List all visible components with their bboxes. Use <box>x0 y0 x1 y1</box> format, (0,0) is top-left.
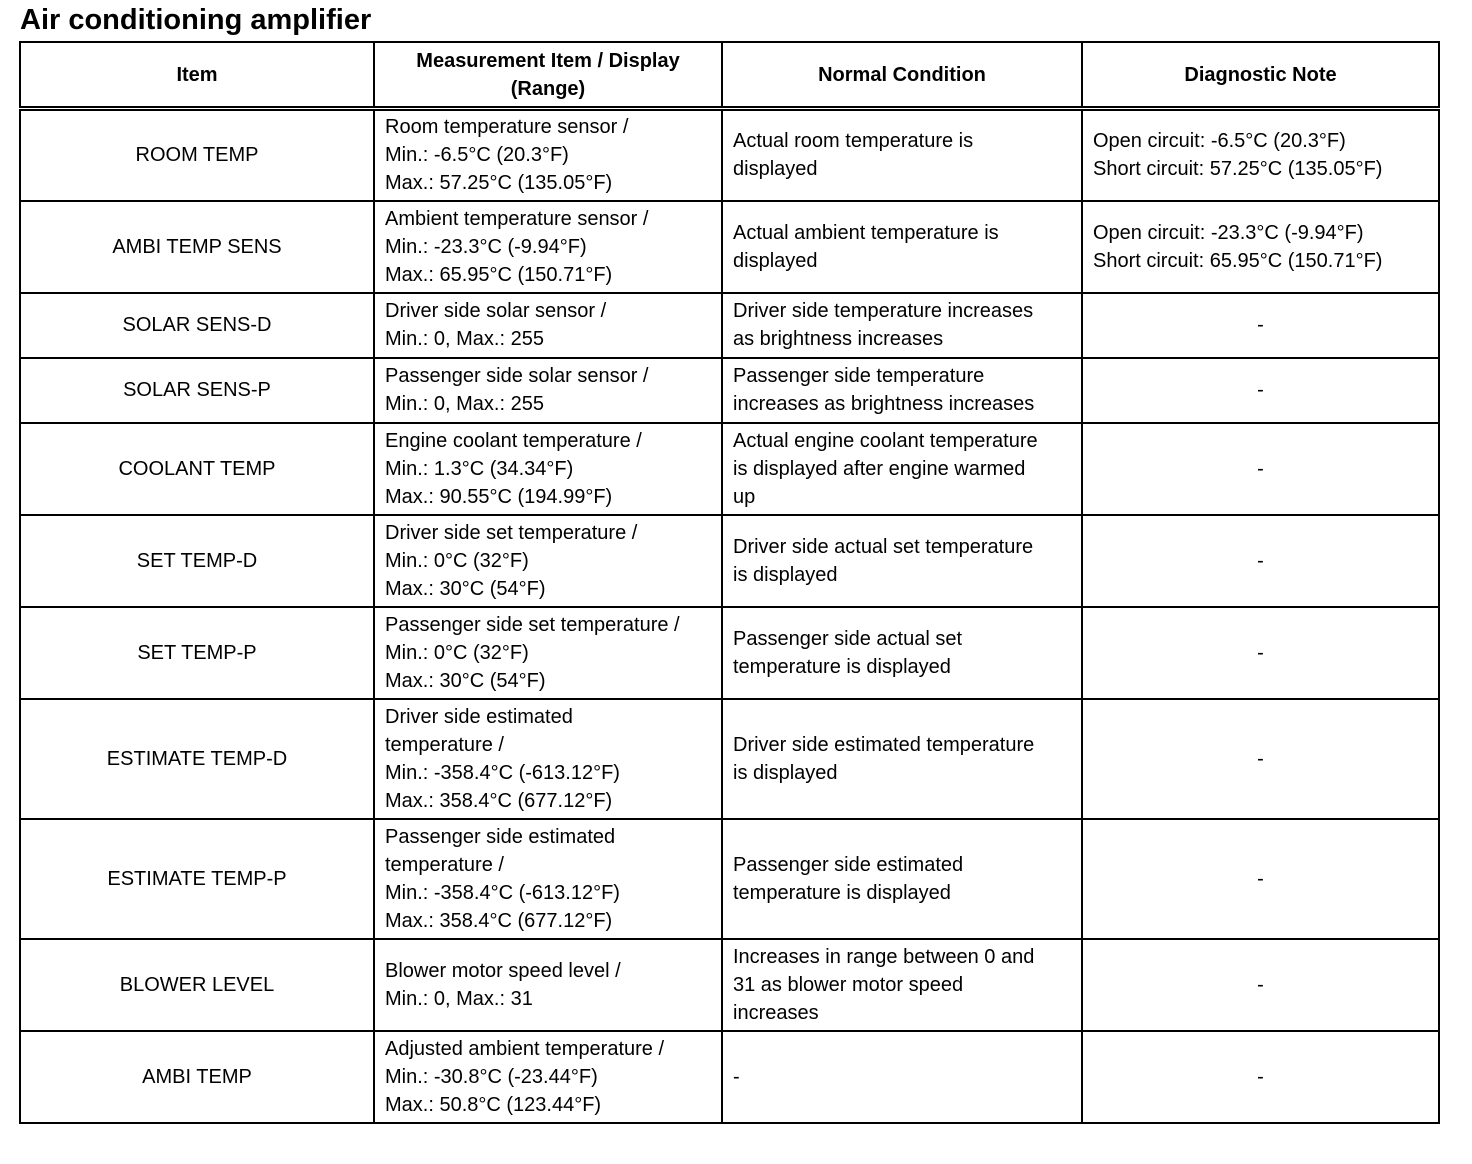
normal-condition-cell <box>722 1031 1082 1123</box>
table-row <box>20 607 1439 699</box>
diagnostic-note-cell-line: - <box>1257 549 1264 572</box>
measurement-cell-line: temperature / <box>385 853 504 876</box>
diagnostic-note-cell-line: Open circuit: -6.5°C (20.3°F) <box>1093 130 1346 153</box>
measurement-cell-line: Min.: 0, Max.: 255 <box>385 328 544 350</box>
normal-condition-cell-line: is displayed <box>733 563 838 586</box>
normal-condition-cell-line: Passenger side estimated <box>733 853 964 876</box>
diagnostic-note-cell-line: - <box>1257 314 1264 336</box>
table-row <box>20 109 1439 201</box>
header-item: Item <box>20 42 374 109</box>
normal-condition-cell <box>722 423 1082 515</box>
normal-condition-cell-line: up <box>733 485 756 508</box>
measurement-cell-line: Min.: 0°C (32°F) <box>385 641 529 664</box>
normal-condition-cell-line: Driver side temperature increases <box>733 300 1034 322</box>
normal-condition-cell-line: Actual ambient temperature is <box>733 221 999 244</box>
measurement-cell-line: Min.: 1.3°C (34.34°F) <box>385 457 574 480</box>
normal-condition-cell-line: Increases in range between 0 and <box>733 945 1035 968</box>
diagnostic-note-cell <box>1082 293 1439 358</box>
measurement-cell-line: Min.: 0, Max.: 31 <box>385 987 533 1010</box>
normal-condition-cell-line: Actual room temperature is <box>733 130 974 153</box>
measurement-cell-line: Blower motor speed level / <box>385 959 621 982</box>
measurement-cell <box>374 423 722 515</box>
normal-condition-cell-line: Driver side estimated temperature <box>733 733 1035 756</box>
table-body <box>20 109 1439 1123</box>
normal-condition-cell-line: Actual engine coolant temperature <box>733 429 1038 452</box>
normal-condition-cell <box>722 293 1082 358</box>
diagnostic-note-cell <box>1082 515 1439 607</box>
item-cell: ESTIMATE TEMP-D <box>20 699 374 819</box>
normal-condition-cell-line: Passenger side temperature <box>733 365 985 387</box>
measurement-cell-line: Max.: 90.55°C (194.99°F) <box>385 485 613 508</box>
diagnostic-note-cell-line: Short circuit: 65.95°C (150.71°F) <box>1093 249 1383 272</box>
normal-condition-cell-line: 31 as blower motor speed <box>733 973 964 996</box>
normal-condition-cell <box>722 819 1082 939</box>
measurement-cell <box>374 293 722 358</box>
normal-condition-cell <box>722 201 1082 293</box>
normal-condition-cell <box>722 699 1082 819</box>
measurement-cell-line: Driver side solar sensor / <box>385 300 607 322</box>
measurement-cell-line: Max.: 65.95°C (150.71°F) <box>385 263 613 286</box>
diagnostic-note-cell-line: - <box>1257 641 1264 664</box>
normal-condition-cell-line: is displayed <box>733 761 838 784</box>
normal-condition-cell-line: displayed <box>733 158 818 181</box>
item-cell: SOLAR SENS-D <box>20 293 374 358</box>
normal-condition-cell <box>722 607 1082 699</box>
item-cell: COOLANT TEMP <box>20 423 374 515</box>
table-row <box>20 819 1439 939</box>
diagnostic-note-cell-line: - <box>1257 867 1264 890</box>
table-row <box>20 423 1439 515</box>
diagnostic-note-cell <box>1082 1031 1439 1123</box>
normal-condition-cell-line: is displayed after engine warmed <box>733 457 1026 480</box>
diagnostic-note-cell <box>1082 201 1439 293</box>
measurement-cell <box>374 1031 722 1123</box>
measurement-cell <box>374 201 722 293</box>
measurement-cell-line: Min.: -23.3°C (-9.94°F) <box>385 235 587 258</box>
diagnostic-note-cell <box>1082 607 1439 699</box>
measurement-cell <box>374 939 722 1031</box>
item-cell: SOLAR SENS-P <box>20 358 374 423</box>
table-row <box>20 358 1439 423</box>
measurement-cell <box>374 515 722 607</box>
normal-condition-cell-line: temperature is displayed <box>733 881 951 904</box>
table-row <box>20 1031 1439 1123</box>
measurement-cell-line: Min.: -30.8°C (-23.44°F) <box>385 1065 598 1088</box>
table-header <box>20 42 1439 109</box>
measurement-cell-line: Max.: 50.8°C (123.44°F) <box>385 1093 602 1116</box>
measurement-cell-line: Min.: -358.4°C (-613.12°F) <box>385 881 620 904</box>
item-cell: SET TEMP-P <box>20 607 374 699</box>
item-cell: SET TEMP-D <box>20 515 374 607</box>
diagnostic-note-cell <box>1082 109 1439 201</box>
measurement-cell-line: Max.: 30°C (54°F) <box>385 577 546 600</box>
data-table <box>19 41 1440 1124</box>
normal-condition-cell <box>722 939 1082 1031</box>
measurement-cell <box>374 109 722 201</box>
normal-condition-cell-line: displayed <box>733 249 818 272</box>
measurement-cell-line: Passenger side solar sensor / <box>385 365 649 387</box>
measurement-cell-line: Max.: 57.25°C (135.05°F) <box>385 172 613 195</box>
table-row <box>20 939 1439 1031</box>
page-title: Air conditioning amplifier <box>20 4 372 36</box>
measurement-cell-line: Adjusted ambient temperature / <box>385 1037 665 1060</box>
measurement-cell-line: Ambient temperature sensor / <box>385 207 649 230</box>
header-measurement <box>374 42 722 109</box>
item-cell: AMBI TEMP <box>20 1031 374 1123</box>
normal-condition-cell-line: as brightness increases <box>733 328 944 350</box>
measurement-cell <box>374 819 722 939</box>
header-diagnostic-note: Diagnostic Note <box>1082 42 1439 109</box>
diagnostic-note-cell <box>1082 423 1439 515</box>
header-normal-condition: Normal Condition <box>722 42 1082 109</box>
item-cell: ROOM TEMP <box>20 109 374 201</box>
diagnostic-note-cell-line: Open circuit: -23.3°C (-9.94°F) <box>1093 221 1364 244</box>
diagnostic-note-cell-line: - <box>1257 457 1264 480</box>
diagnostic-note-cell-line: - <box>1257 379 1264 401</box>
measurement-cell-line: Min.: 0°C (32°F) <box>385 549 529 572</box>
header-measurement-line: (Range) <box>510 77 586 100</box>
diagnostic-note-cell-line: - <box>1257 1065 1264 1088</box>
item-cell: BLOWER LEVEL <box>20 939 374 1031</box>
measurement-cell-line: Room temperature sensor / <box>385 116 629 139</box>
normal-condition-cell <box>722 515 1082 607</box>
normal-condition-cell-line: increases as brightness increases <box>733 393 1035 415</box>
normal-condition-cell <box>722 358 1082 423</box>
measurement-cell-line: Min.: -6.5°C (20.3°F) <box>385 144 569 167</box>
diagnostic-note-cell <box>1082 358 1439 423</box>
normal-condition-cell-line: Passenger side actual set <box>733 627 963 650</box>
measurement-cell-line: Driver side estimated <box>385 705 573 728</box>
measurement-cell <box>374 358 722 423</box>
diagnostic-note-cell <box>1082 939 1439 1031</box>
measurement-cell-line: temperature / <box>385 733 504 756</box>
measurement-cell-line: Max.: 30°C (54°F) <box>385 669 546 692</box>
normal-condition-cell-line: increases <box>733 1001 819 1024</box>
measurement-cell <box>374 699 722 819</box>
table-row <box>20 293 1439 358</box>
diagnostic-note-cell-line: - <box>1257 973 1264 996</box>
measurement-cell-line: Max.: 358.4°C (677.12°F) <box>385 909 613 932</box>
measurement-cell-line: Passenger side estimated <box>385 825 616 848</box>
table-row <box>20 515 1439 607</box>
diagnostic-note-cell <box>1082 819 1439 939</box>
measurement-cell-line: Min.: 0, Max.: 255 <box>385 393 544 415</box>
normal-condition-cell-line: Driver side actual set temperature <box>733 535 1034 558</box>
table-row <box>20 201 1439 293</box>
measurement-cell-line: Min.: -358.4°C (-613.12°F) <box>385 761 620 784</box>
measurement-cell-line: Passenger side set temperature / <box>385 613 680 636</box>
item-cell: ESTIMATE TEMP-P <box>20 819 374 939</box>
normal-condition-cell-line: temperature is displayed <box>733 655 951 678</box>
diagnostic-note-cell <box>1082 699 1439 819</box>
header-measurement-line: Measurement Item / Display <box>416 49 680 72</box>
table-row <box>20 699 1439 819</box>
header-row <box>20 42 1439 109</box>
measurement-cell-line: Max.: 358.4°C (677.12°F) <box>385 789 613 812</box>
diagnostic-note-cell-line: Short circuit: 57.25°C (135.05°F) <box>1093 158 1383 181</box>
normal-condition-cell-line: - <box>733 1065 740 1088</box>
measurement-cell <box>374 607 722 699</box>
normal-condition-cell <box>722 109 1082 201</box>
item-cell: AMBI TEMP SENS <box>20 201 374 293</box>
measurement-cell-line: Engine coolant temperature / <box>385 429 642 452</box>
diagnostic-note-cell-line: - <box>1257 747 1264 770</box>
measurement-cell-line: Driver side set temperature / <box>385 521 638 544</box>
